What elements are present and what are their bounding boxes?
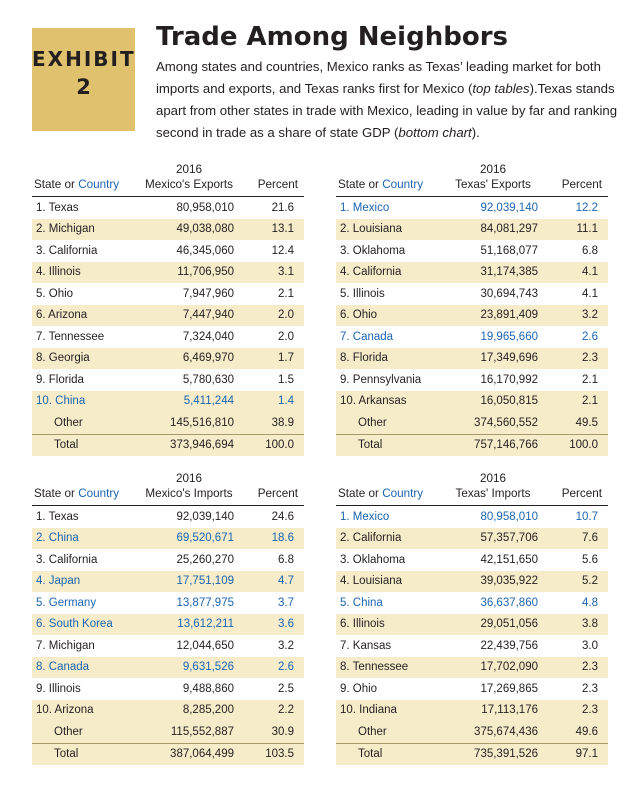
row-percent: 3.6 [238, 614, 304, 636]
row-name: 10. Arkansas [336, 391, 444, 413]
other-percent: 30.9 [238, 721, 304, 743]
row-percent: 4.7 [238, 571, 304, 593]
year-label: 2016 [175, 163, 202, 176]
row-value: 13,612,211 [140, 614, 238, 636]
table-row [32, 262, 304, 284]
row-percent: 3.2 [542, 305, 608, 327]
state-or-country-header [336, 471, 444, 506]
state-or-country-header [32, 471, 140, 506]
table-row [32, 305, 304, 327]
row-name: 9. Pennsylvania [340, 373, 422, 386]
row-name: 6. South Korea [32, 614, 140, 636]
table-row [336, 262, 608, 284]
table-row [336, 326, 608, 348]
row-value: 7,324,040 [182, 330, 234, 343]
row-percent: 2.1 [542, 391, 608, 413]
table-row [336, 240, 608, 262]
row-value: 80,958,010 [176, 201, 234, 214]
row-value: 5,780,630 [182, 373, 234, 386]
row-percent: 4.8 [582, 596, 598, 609]
row-name: 3. California [36, 244, 98, 257]
other-value: 374,560,552 [444, 412, 542, 434]
row-name: 9. Illinois [36, 682, 81, 695]
total-percent: 103.5 [238, 743, 304, 765]
total-label: Total [32, 743, 140, 765]
year-label: 2016 [479, 163, 506, 176]
row-value: 16,050,815 [444, 391, 542, 413]
row-percent: 4.1 [582, 287, 598, 300]
row-name: 6. Arizona [32, 305, 140, 327]
row-name: 3. California [36, 553, 98, 566]
other-label: Other [336, 412, 444, 434]
state-or-label: State or [338, 487, 379, 500]
table-row [32, 369, 304, 391]
table-row [336, 700, 608, 722]
table-row [32, 326, 304, 348]
value-label: Texas' Exports [455, 178, 531, 191]
table-row [336, 549, 608, 571]
other-value: 145,516,810 [140, 412, 238, 434]
table-row [32, 657, 304, 679]
other-label: Other [32, 412, 140, 434]
total-label: Total [336, 434, 444, 456]
table-row [32, 283, 304, 305]
table-row [32, 348, 304, 370]
row-percent: 12.4 [271, 244, 294, 257]
row-percent: 2.3 [542, 700, 608, 722]
country-label: Country [78, 487, 120, 500]
other-row [336, 721, 608, 743]
state-or-label: State or [338, 178, 379, 191]
total-row [336, 434, 608, 456]
row-name: 8. Florida [336, 348, 444, 370]
other-value: 115,552,887 [140, 721, 238, 743]
exhibit-number: 2 [76, 75, 91, 99]
row-value: 84,081,297 [444, 219, 542, 241]
row-percent: 5.6 [582, 553, 598, 566]
row-value: 8,285,200 [140, 700, 238, 722]
row-value: 69,520,671 [140, 528, 238, 550]
row-value: 9,631,526 [140, 657, 238, 679]
table-row [336, 369, 608, 391]
row-percent: 3.7 [278, 596, 294, 609]
row-name: 8. Georgia [32, 348, 140, 370]
row-percent: 3.2 [278, 639, 294, 652]
row-name: 9. Florida [36, 373, 84, 386]
row-name: 6. Ohio [336, 305, 444, 327]
exhibit-badge [32, 28, 135, 131]
table-row [336, 197, 608, 219]
total-label: Total [336, 743, 444, 765]
row-percent: 2.3 [582, 682, 598, 695]
mexico-exports-table [32, 162, 304, 456]
row-percent: 10.7 [575, 510, 598, 523]
value-header [444, 162, 542, 197]
row-value: 92,039,140 [176, 510, 234, 523]
row-value: 13,877,975 [176, 596, 234, 609]
row-name: 7. Kansas [340, 639, 392, 652]
state-or-country-header [336, 162, 444, 197]
row-value: 6,469,970 [140, 348, 238, 370]
row-percent: 4.1 [542, 262, 608, 284]
row-value: 7,947,960 [182, 287, 234, 300]
row-value: 31,174,385 [444, 262, 542, 284]
table-row [336, 592, 608, 614]
row-name: 2. Michigan [32, 219, 140, 241]
country-label: Country [382, 487, 424, 500]
table-row [336, 391, 608, 413]
intro-ref-bottom-chart: bottom chart [398, 125, 472, 140]
row-name: 4. Louisiana [336, 571, 444, 593]
row-name: 1. Texas [36, 510, 79, 523]
table-row [32, 391, 304, 413]
row-percent: 2.6 [238, 657, 304, 679]
other-row [336, 412, 608, 434]
country-label: Country [78, 178, 120, 191]
total-row [32, 743, 304, 765]
row-percent: 11.1 [542, 219, 608, 241]
value-header [140, 471, 238, 506]
row-percent: 2.3 [542, 657, 608, 679]
row-percent: 3.0 [582, 639, 598, 652]
row-percent: 13.1 [238, 219, 304, 241]
row-value: 5,411,244 [140, 391, 238, 413]
row-name: 9. Ohio [340, 682, 378, 695]
intro-paragraph [156, 56, 618, 144]
value-label: Texas' Imports [455, 487, 531, 500]
row-percent: 1.4 [238, 391, 304, 413]
row-name: 2. China [32, 528, 140, 550]
row-name: 7. Canada [340, 330, 394, 343]
row-name: 4. Illinois [32, 262, 140, 284]
state-or-label: State or [34, 487, 75, 500]
percent-header: Percent [238, 162, 304, 197]
row-percent: 24.6 [271, 510, 294, 523]
row-value: 22,439,756 [480, 639, 538, 652]
row-value: 19,965,660 [480, 330, 538, 343]
other-row [32, 721, 304, 743]
total-value: 373,946,694 [140, 434, 238, 456]
table-row [336, 678, 608, 700]
row-value: 51,168,077 [480, 244, 538, 257]
row-percent: 7.6 [542, 528, 608, 550]
other-label: Other [32, 721, 140, 743]
row-name: 1. Mexico [340, 201, 390, 214]
row-percent: 12.2 [575, 201, 598, 214]
row-name: 2. Louisiana [336, 219, 444, 241]
table-row [32, 592, 304, 614]
table-row [336, 219, 608, 241]
intro-text-1: Among states and countries, Mexico ranks as Texas’ leading market for both imports and exports, and Texas ranks first for Mexico ( [156, 59, 601, 96]
row-name: 5. Ohio [36, 287, 74, 300]
row-value: 16,170,992 [480, 373, 538, 386]
total-value: 387,064,499 [140, 743, 238, 765]
table-row [32, 506, 304, 528]
row-value: 49,038,080 [140, 219, 238, 241]
row-percent: 6.8 [278, 553, 294, 566]
table-row [336, 657, 608, 679]
table-row [336, 635, 608, 657]
total-value: 757,146,766 [444, 434, 542, 456]
other-label: Other [336, 721, 444, 743]
row-percent: 21.6 [271, 201, 294, 214]
table-row [336, 348, 608, 370]
row-value: 17,349,696 [444, 348, 542, 370]
row-value: 46,345,060 [176, 244, 234, 257]
value-label: Mexico's Exports [145, 178, 233, 191]
table-row [336, 305, 608, 327]
row-percent: 18.6 [238, 528, 304, 550]
value-label: Mexico's Imports [145, 487, 233, 500]
table-row [336, 528, 608, 550]
exhibit-label: EXHIBIT [32, 47, 136, 71]
country-label: Country [382, 178, 424, 191]
other-value: 375,674,436 [444, 721, 542, 743]
row-value: 17,702,090 [444, 657, 542, 679]
row-percent: 6.8 [582, 244, 598, 257]
row-name: 6. Illinois [336, 614, 444, 636]
state-or-label: State or [34, 178, 75, 191]
row-value: 80,958,010 [480, 510, 538, 523]
total-percent: 100.0 [238, 434, 304, 456]
row-name: 7. Tennessee [36, 330, 105, 343]
other-row [32, 412, 304, 434]
texas-exports-table [336, 162, 608, 456]
table-row [32, 197, 304, 219]
row-name: 4. California [336, 262, 444, 284]
row-value: 7,447,940 [140, 305, 238, 327]
row-value: 17,113,176 [444, 700, 542, 722]
row-value: 57,357,706 [444, 528, 542, 550]
row-value: 25,260,270 [176, 553, 234, 566]
row-percent: 2.2 [238, 700, 304, 722]
row-percent: 3.8 [542, 614, 608, 636]
row-name: 7. Michigan [36, 639, 95, 652]
row-name: 5. Illinois [340, 287, 385, 300]
row-name: 5. Germany [36, 596, 97, 609]
mexico-imports-table [32, 471, 304, 765]
row-name: 8. Canada [32, 657, 140, 679]
row-percent: 2.5 [278, 682, 294, 695]
table-row [32, 614, 304, 636]
row-name: 10. Indiana [336, 700, 444, 722]
state-or-country-header [32, 162, 140, 197]
table-row [32, 240, 304, 262]
table-row [32, 571, 304, 593]
table-row [32, 219, 304, 241]
row-name: 10. Arizona [32, 700, 140, 722]
row-percent: 2.1 [582, 373, 598, 386]
row-name: 8. Tennessee [336, 657, 444, 679]
row-value: 9,488,860 [182, 682, 234, 695]
year-label: 2016 [479, 472, 506, 485]
other-percent: 49.5 [542, 412, 608, 434]
row-value: 17,269,865 [480, 682, 538, 695]
row-percent: 1.7 [238, 348, 304, 370]
row-value: 17,751,109 [140, 571, 238, 593]
row-value: 39,035,922 [444, 571, 542, 593]
table-row [32, 635, 304, 657]
total-value: 735,391,526 [444, 743, 542, 765]
table-row [336, 614, 608, 636]
row-name: 3. Oklahoma [340, 244, 406, 257]
row-value: 42,151,650 [480, 553, 538, 566]
row-value: 29,051,056 [444, 614, 542, 636]
other-percent: 49.6 [542, 721, 608, 743]
row-name: 1. Mexico [340, 510, 390, 523]
intro-text-3: ). [471, 125, 480, 140]
table-row [32, 549, 304, 571]
row-value: 23,891,409 [444, 305, 542, 327]
row-percent: 1.5 [278, 373, 294, 386]
value-header [444, 471, 542, 506]
other-percent: 38.9 [238, 412, 304, 434]
percent-header: Percent [542, 471, 608, 506]
total-label: Total [32, 434, 140, 456]
intro-text-2: ).Texas stands apart from other states in trade with Mexico, leading in value by far and ranking second in trade as a share of state GDP ( [156, 81, 618, 140]
percent-header: Percent [238, 471, 304, 506]
row-name: 4. Japan [32, 571, 140, 593]
row-name: 10. China [32, 391, 140, 413]
row-percent: 2.0 [278, 330, 294, 343]
total-row [336, 743, 608, 765]
total-row [32, 434, 304, 456]
row-name: 2. California [336, 528, 444, 550]
row-name: 5. China [340, 596, 383, 609]
year-label: 2016 [175, 472, 202, 485]
table-row [32, 678, 304, 700]
table-row [336, 506, 608, 528]
total-percent: 100.0 [542, 434, 608, 456]
row-value: 11,706,950 [140, 262, 238, 284]
row-value: 36,637,860 [480, 596, 538, 609]
table-row [336, 283, 608, 305]
row-value: 12,044,650 [176, 639, 234, 652]
intro-ref-top-tables: top tables [472, 81, 530, 96]
row-name: 1. Texas [36, 201, 79, 214]
value-header [140, 162, 238, 197]
table-row [32, 700, 304, 722]
page-title: Trade Among Neighbors [156, 22, 508, 52]
row-percent: 2.3 [542, 348, 608, 370]
percent-header: Percent [542, 162, 608, 197]
row-percent: 3.1 [238, 262, 304, 284]
row-value: 92,039,140 [480, 201, 538, 214]
row-percent: 2.6 [582, 330, 598, 343]
row-percent: 5.2 [542, 571, 608, 593]
table-row [336, 571, 608, 593]
row-value: 30,694,743 [480, 287, 538, 300]
row-percent: 2.1 [278, 287, 294, 300]
texas-imports-table [336, 471, 608, 765]
table-row [32, 528, 304, 550]
row-name: 3. Oklahoma [340, 553, 406, 566]
row-percent: 2.0 [238, 305, 304, 327]
total-percent: 97.1 [542, 743, 608, 765]
